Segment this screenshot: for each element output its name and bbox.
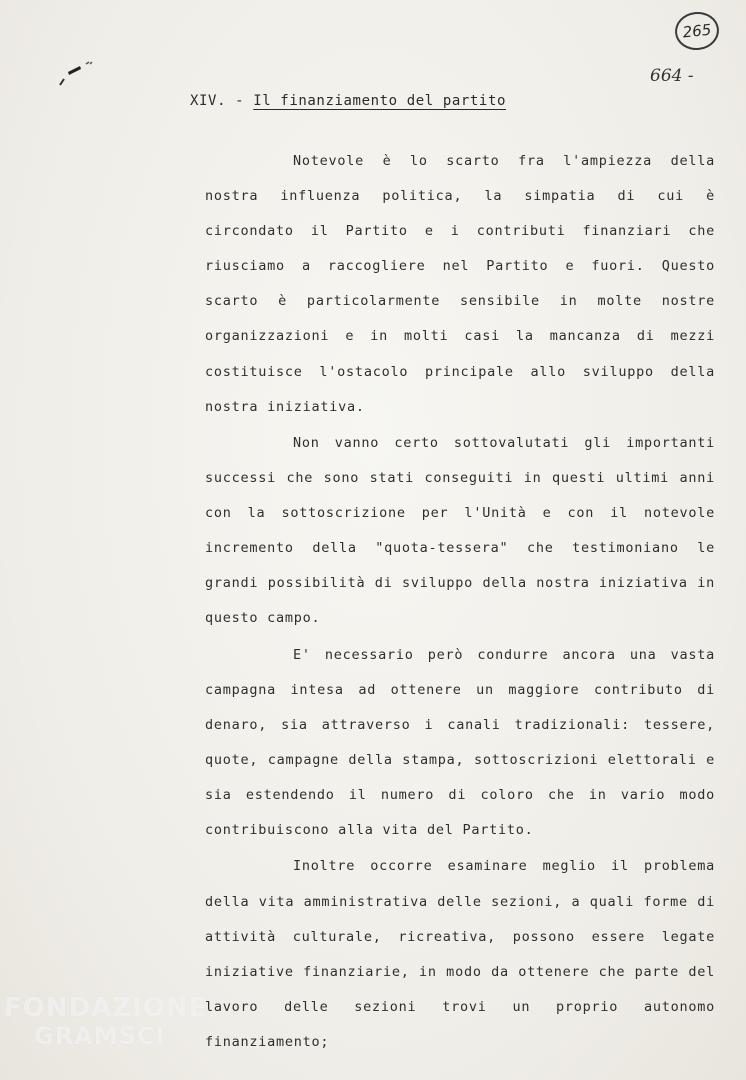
watermark xyxy=(4,994,207,1050)
paragraph: E' necessario però condurre ancora una vasta campagna intesa ad ottenere un maggiore contributo di denaro, sia attraverso i canali tradizionali: tessere, quote, campagne della stampa, sottoscrizioni elettorali e sia estendendo il numero di coloro che in vario modo contribuiscono alla vita del Partito. xyxy=(205,646,715,839)
paragraph: Non vanno certo sottovalutati gli importanti successi che sono stati conseguiti in questi ultimi anni con la sottoscrizione per l'Unità e con il notevole incremento della "quota-tessera" che testimoniano le grandi possibilità di sviluppo della nostra iniziativa in questo campo. xyxy=(205,434,715,627)
watermark-line: GRAMSCI xyxy=(34,1022,166,1050)
section-heading xyxy=(190,93,506,109)
archive-stamp: 265 xyxy=(673,10,721,52)
paragraph: Inoltre occorre esaminare meglio il problema della vita amministrativa delle sezioni, a quali forme di attività culturale, ricreativa, possono essere legate iniziative finanziarie, in modo da ottenere che parte del lavoro delle sezioni trovi un proprio autonomo finanziamento; xyxy=(205,858,715,1050)
paragraph: Notevole è lo scarto fra l'ampiezza della nostra influenza politica, la simpatia di cui è circondato il Partito e i contributi finanziari che riusciamo a raccogliere nel Partito e fuori. Questo scarto è particolarmente sensibile in molte nostre organizzazioni e in molti casi la mancanza di mezzi costituisce l'ostacolo principale allo sviluppo della nostra iniziativa. xyxy=(205,153,715,415)
page-number: 664 - xyxy=(650,66,694,86)
watermark-line: FONDAZIONE xyxy=(4,993,208,1023)
ink-mark-icon xyxy=(58,58,98,88)
body-text xyxy=(205,144,715,1061)
heading-number: XIV. - xyxy=(190,93,245,109)
heading-title: Il finanziamento del partito xyxy=(253,93,507,109)
